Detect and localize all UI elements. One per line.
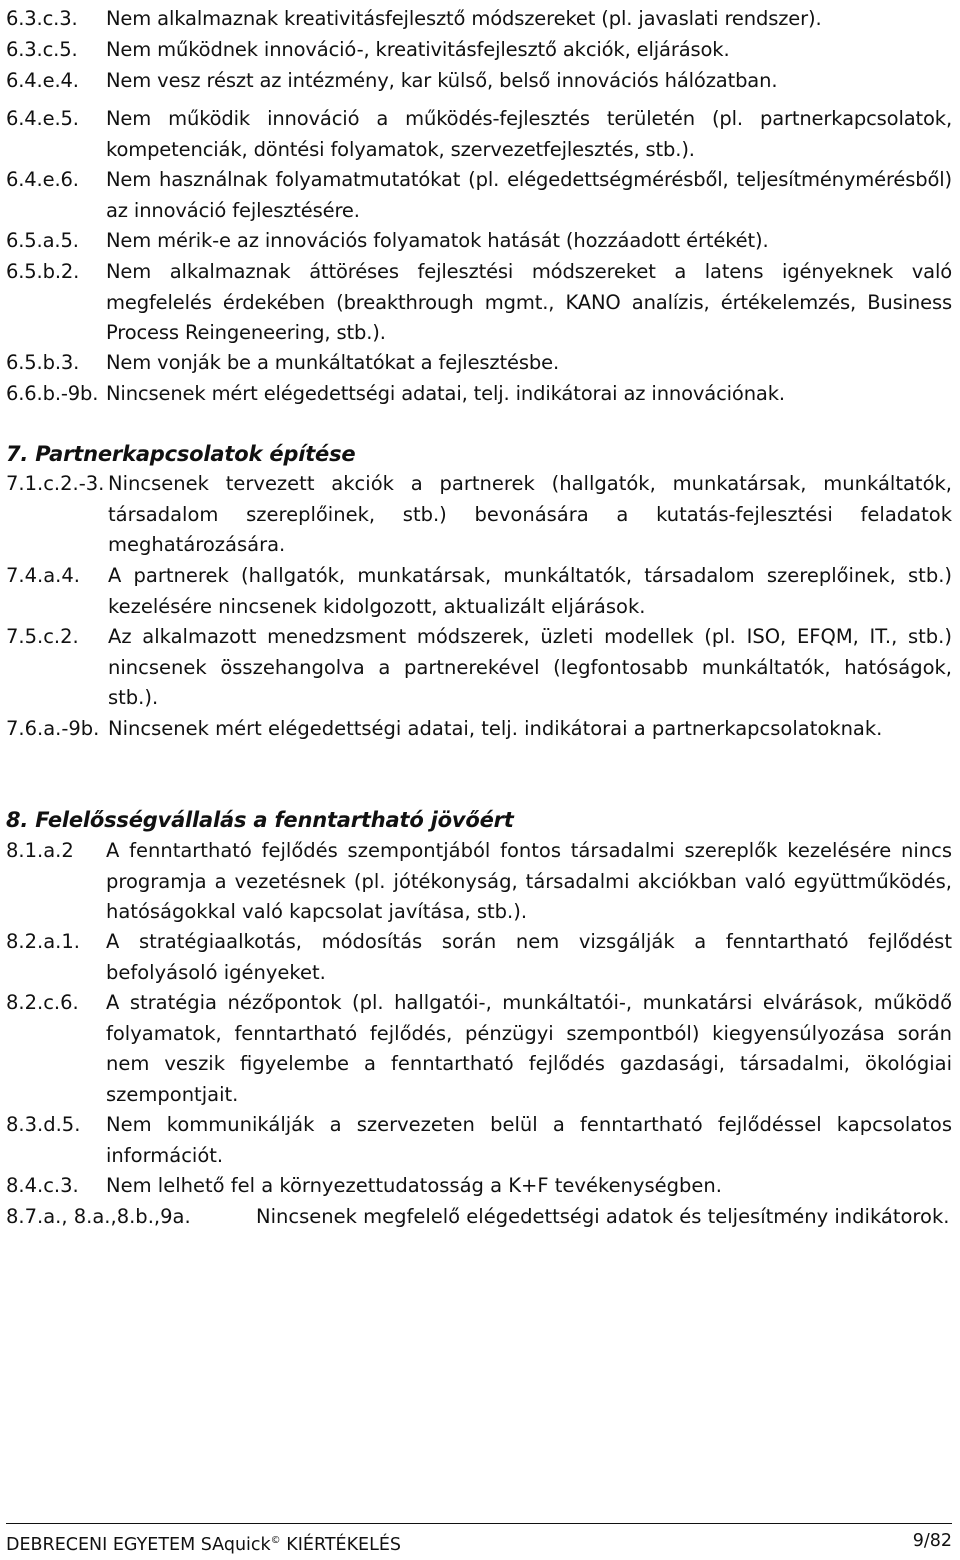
- page-number: 9/82: [912, 1531, 952, 1551]
- item-number: 6.3.c.3.: [6, 7, 78, 30]
- item-number: 6.5.a.5.: [6, 229, 79, 252]
- item-number: 7.5.c.2.: [6, 625, 79, 648]
- item-number: 8.1.a.2: [6, 839, 74, 862]
- item-number: 8.3.d.5.: [6, 1113, 81, 1136]
- item-text: Nem működik innováció a működés-fejlesztés területén (pl. partnerkapcsolatok, kompetenciák, döntési folyamatok, szervezetfejlesztés, stb.).: [106, 107, 952, 161]
- section-heading: 7. Partnerkapcsolatok építése: [6, 442, 356, 466]
- item-number: 6.4.e.5.: [6, 107, 79, 130]
- item-text: Nem mérik-e az innovációs folyamatok hatását (hozzáadott értékét).: [106, 229, 769, 252]
- list-item: [6, 622, 952, 714]
- item-text: Nincsenek mért elégedettségi adatai, telj. indikátorai a partnerkapcsolatoknak.: [108, 717, 883, 740]
- footer-title: [6, 1526, 401, 1560]
- list-item: [6, 104, 952, 165]
- list-item: [6, 1171, 952, 1202]
- item-text: Nincsenek mért elégedettségi adatai, telj. indikátorai az innovációnak.: [106, 382, 785, 405]
- list-item: [6, 469, 952, 561]
- list-item: [6, 4, 952, 35]
- footer-report-name: KIÉRTÉKELÉS: [286, 1535, 402, 1555]
- item-text: Nem lelhető fel a környezettudatosság a K+F tevékenységben.: [106, 1174, 722, 1197]
- list-item: [6, 561, 952, 622]
- item-number: 8.2.c.6.: [6, 991, 79, 1014]
- item-number: 6.6.b.-9b.: [6, 382, 99, 405]
- item-text: Nem működnek innováció-, kreativitásfejlesztő akciók, eljárások.: [106, 38, 730, 61]
- item-text: Nem alkalmaznak áttöréses fejlesztési módszereket a latens igényeknek való megfelelés érdekében (breakthrough mgmt., KANO analízis, értékelemzés, Business Process Reingeneering, stb.).: [106, 260, 952, 344]
- list-item: [6, 1202, 952, 1233]
- item-number: 6.5.b.3.: [6, 351, 80, 374]
- item-text: Nem kommunikálják a szervezeten belül a fenntartható fejlődéssel kapcsolatos információt.: [106, 1113, 952, 1167]
- list-item: [6, 348, 952, 379]
- footer-institution: DEBRECENI EGYETEM SAquick: [6, 1535, 271, 1555]
- list-item: [6, 988, 952, 1110]
- item-text: Nem használnak folyamatmutatókat (pl. elégedettségmérésből, teljesítménymérésből) az innováció fejlesztésére.: [106, 168, 952, 222]
- list-item: [6, 35, 952, 66]
- item-text: A fenntartható fejlődés szempontjából fontos társadalmi szereplők kezelésére nincs programja a vezetésnek (pl. jótékonyság, társadalmi akciókban való együttműködés, hatóságokkal való kapcsolat javítása, stb.).: [106, 839, 952, 923]
- item-number: 6.3.c.5.: [6, 38, 78, 61]
- copyright-mark: ©: [270, 1535, 281, 1546]
- list-item: [6, 257, 952, 349]
- item-text: Nem alkalmaznak kreativitásfejlesztő módszereket (pl. javaslati rendszer).: [106, 7, 822, 30]
- item-text: Nem vesz részt az intézmény, kar külső, belső innovációs hálózatban.: [106, 69, 778, 92]
- list-item: [6, 379, 952, 410]
- item-text: A partnerek (hallgatók, munkatársak, munkáltatók, társadalom szereplőinek, stb.) kezelésére nincsenek kidolgozott, aktualizált eljárások.: [108, 564, 952, 618]
- item-number: 6.5.b.2.: [6, 260, 80, 283]
- section-heading: 8. Felelősségvállalás a fenntartható jövőért: [6, 808, 514, 832]
- list-item: [6, 165, 952, 226]
- item-number: 8.4.c.3.: [6, 1174, 79, 1197]
- list-item: [6, 836, 952, 928]
- item-number: 7.6.a.-9b.: [6, 717, 100, 740]
- item-text: A stratégiaalkotás, módosítás során nem vizsgálják a fenntartható fejlődést befolyásoló igényeket.: [106, 930, 952, 984]
- list-item: [6, 927, 952, 988]
- item-text: Nincsenek tervezett akciók a partnerek (hallgatók, munkatársak, munkáltatók, társadalom szereplőinek, stb.) bevonására a kutatás-fejlesztési feladatok meghatározására.: [108, 472, 952, 556]
- list-item: [6, 226, 952, 257]
- list-item: [6, 714, 952, 745]
- item-text: Nem vonják be a munkáltatókat a fejlesztésbe.: [106, 351, 559, 374]
- item-number: 7.4.a.4.: [6, 564, 80, 587]
- item-text: A stratégia nézőpontok (pl. hallgatói-, munkáltatói-, munkatársi elvárások, működő folyamatok, fenntartható fejlődés, pénzügyi szempontból) kiegyensúlyozása során nem veszik figyelembe a fenntartható fejlődés gazdasági, társadalmi, ökológiai szempontjait.: [106, 991, 952, 1106]
- item-number: 6.4.e.6.: [6, 168, 79, 191]
- list-item: [6, 1110, 952, 1171]
- item-number: 8.2.a.1.: [6, 930, 80, 953]
- page-footer: [6, 1523, 952, 1554]
- item-number: 8.7.a., 8.a.,8.b.,9a.: [6, 1205, 191, 1228]
- item-text: Az alkalmazott menedzsment módszerek, üzleti modellek (pl. ISO, EFQM, IT., stb.) nincsenek összehangolva a partnerekével (legfontosabb munkáltatók, hatóságok, stb.).: [108, 625, 952, 709]
- item-number: 7.1.c.2.-3.: [6, 472, 105, 495]
- item-number: 6.4.e.4.: [6, 69, 79, 92]
- item-text: Nincsenek megfelelő elégedettségi adatok és teljesítmény indikátorok.: [256, 1205, 950, 1228]
- list-item: [6, 66, 952, 97]
